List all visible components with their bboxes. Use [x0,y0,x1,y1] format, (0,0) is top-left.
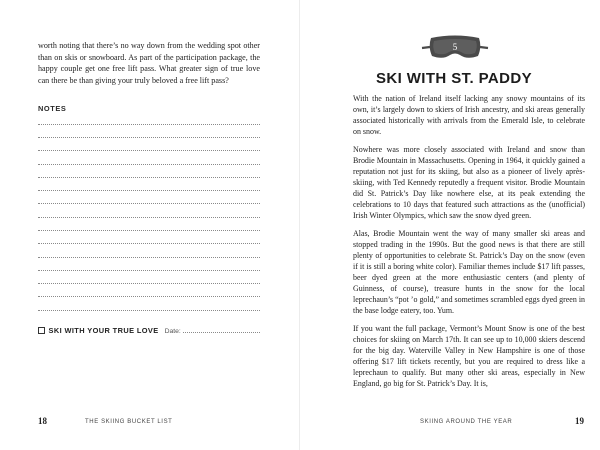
bucket-list-checkline [38,326,260,335]
checkbox-icon[interactable] [38,327,45,334]
running-footer-right: SKIING AROUND THE YEAR [420,419,513,425]
continued-body-text: worth noting that there’s no way down from the wedding spot other than on skis or snowboard. As part of the participation package, the happy couple get one free lift pass. What greater sign of true love can there be than giving your truly beloved a free lift pass? [38,41,260,85]
body-paragraph: Nowhere was more closely associated with Ireland and snow than Brodie Mountain in Massachusetts. Opening in 1964, it quickly gained a reputation not just for its skiing, but also as a pioneer of lively après-skiing, with Ted Kennedy reputedly a frequent visitor. Brodie Mountain did St. Patrick’s Day like nowhere else, at its peak extending the celebrations to 10 days that featured such attractions as the (unofficial) Irish Winter Olympics, which saw the snow dyed green. [353,144,585,221]
ski-goggles-icon [420,34,490,61]
notes-line[interactable] [38,272,260,284]
notes-heading: NOTES [38,104,67,113]
notes-line[interactable] [38,126,260,138]
date-label: Date: [164,328,181,335]
notes-line[interactable] [38,246,260,258]
notes-line[interactable] [38,259,260,271]
notes-line[interactable] [38,113,260,125]
checklist-label: SKI WITH YOUR TRUE LOVE [48,326,159,335]
notes-line[interactable] [38,219,260,231]
page-number-left: 18 [38,416,47,426]
running-footer-left: THE SKIING BUCKET LIST [85,419,173,425]
body-paragraph: If you want the full package, Vermont’s Mount Snow is one of the best choices for skiing on March 17th. It can see up to 10,000 skiers descend for the big day. Waterville Valley in New Hampshire is one of those offering $17 lift tickets recently, but you are required to dress like a leprechaun to qualify. But many other ski areas, especially in New England, go big for St. Patrick’s Day. It is, [353,323,585,389]
notes-line[interactable] [38,286,260,298]
page-number-right: 19 [575,416,584,426]
body-text [353,93,585,396]
section-title: SKI WITH ST. PADDY [375,70,533,87]
date-field[interactable] [183,327,260,333]
notes-line[interactable] [38,233,260,245]
notes-line[interactable] [38,140,260,152]
body-paragraph: Alas, Brodie Mountain went the way of many smaller ski areas and stopped trading in the 1990s. But the good news is that there are still plenty of opportunities to celebrate St. Patrick’s Day on the snow (even if it is still a boring white color). Familiar themes include $17 lift passes, beer dyed green at the more enthusiastic centers (and plenty of Guinness, of course), treasure hunts in the snow for the local leprechaun’s “pot ’o gold,” and sometimes scrambled eggs dyed green in the base lodge eatery, too. Yum. [353,228,585,316]
notes-lines [38,113,260,312]
notes-line[interactable] [38,299,260,311]
notes-line[interactable] [38,193,260,205]
badge-number: 5 [452,42,458,52]
right-page [300,0,600,450]
body-paragraph: With the nation of Ireland itself lacking any snowy mountains of its own, it’s largely down to skiers of Irish ancestry, and ski areas generally associated historically with arrivals from the Emerald Isle, to celebrate on snow. [353,94,585,137]
notes-line[interactable] [38,153,260,165]
notes-line[interactable] [38,179,260,191]
notes-line[interactable] [38,166,260,178]
notes-line[interactable] [38,206,260,218]
